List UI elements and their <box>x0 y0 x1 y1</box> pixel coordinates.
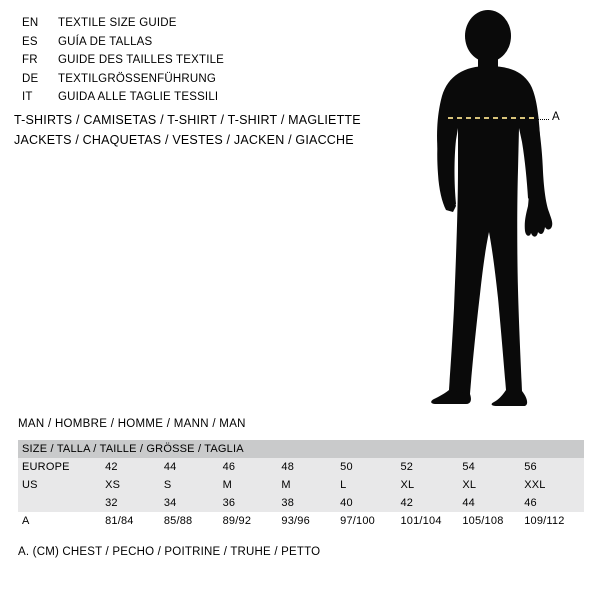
cell-europe-5: 50 <box>340 461 353 473</box>
language-code: ES <box>22 35 38 48</box>
language-text: TEXTILE SIZE GUIDE <box>58 17 177 29</box>
language-row <box>22 70 402 89</box>
language-row <box>22 14 402 33</box>
language-list <box>22 14 402 107</box>
cell-a-6: 101/104 <box>400 515 442 527</box>
cell-a-5: 97/100 <box>340 515 375 527</box>
cell-num-3: 36 <box>222 497 236 509</box>
cell-us-5: L <box>340 479 347 491</box>
table-row <box>18 458 584 476</box>
cell-a-4: 93/96 <box>281 515 310 527</box>
cell-us-3: M <box>222 479 232 491</box>
table-row <box>18 512 584 530</box>
cell-europe-1: 42 <box>105 461 118 473</box>
language-text: GUÍA DE TALLAS <box>58 35 153 48</box>
language-text: GUIDA ALLE TAGLIE TESSILI <box>58 91 219 103</box>
table-row <box>18 476 584 494</box>
cell-us-8: XXL <box>524 479 546 491</box>
language-text: TEXTILGRÖSSENFÜHRUNG <box>58 72 216 85</box>
cell-num-4: 38 <box>281 497 295 509</box>
language-code: DE <box>22 72 39 85</box>
cell-europe-3: 46 <box>222 461 236 473</box>
category-list <box>14 110 414 150</box>
category-line-tshirts: T-SHIRTS / CAMISETAS / T-SHIRT / T-SHIRT / MAGLIETTE <box>14 113 361 127</box>
leader-line <box>536 119 549 120</box>
table-group-title: MAN / HOMBRE / HOMME / MANN / MAN <box>18 418 246 430</box>
cell-europe-2: 44 <box>163 461 177 473</box>
language-text: GUIDE DES TAILLES TEXTILE <box>58 54 225 66</box>
row-label-numeric <box>18 494 103 512</box>
cell-europe-7: 54 <box>462 461 475 473</box>
cell-num-8: 46 <box>524 497 537 509</box>
cell-us-7: XL <box>462 479 477 491</box>
cell-us-6: XL <box>400 479 415 491</box>
cell-europe-4: 48 <box>281 461 295 473</box>
cell-a-2: 85/88 <box>163 515 193 527</box>
cell-a-3: 89/92 <box>222 515 252 527</box>
cell-num-7: 44 <box>462 497 475 509</box>
size-table <box>18 440 584 530</box>
row-label-us: US <box>22 479 38 491</box>
cell-europe-6: 52 <box>400 461 414 473</box>
row-label-europe: EUROPE <box>22 461 70 473</box>
cell-num-2: 34 <box>163 497 177 509</box>
cell-a-1: 81/84 <box>105 515 134 527</box>
language-code: IT <box>22 91 33 103</box>
measure-letter-a: A <box>552 111 561 123</box>
language-code: FR <box>22 54 38 66</box>
footnote-chest: A. (CM) CHEST / PECHO / POITRINE / TRUHE / PETTO <box>18 546 321 558</box>
mannequin-figure <box>400 8 600 408</box>
cell-num-6: 42 <box>400 497 414 509</box>
cell-us-1: XS <box>105 479 121 491</box>
cell-num-1: 32 <box>105 497 118 509</box>
table-header-row <box>18 440 584 458</box>
language-code: EN <box>22 17 39 29</box>
language-row <box>22 88 402 107</box>
row-label-a: A <box>22 515 30 527</box>
table-row <box>18 494 584 512</box>
cell-europe-8: 56 <box>524 461 537 473</box>
cell-a-8: 109/112 <box>524 515 565 527</box>
cell-num-5: 40 <box>340 497 353 509</box>
cell-us-4: M <box>281 479 291 491</box>
cell-us-2: S <box>163 479 172 491</box>
language-row <box>22 51 402 70</box>
table-header-label: SIZE / TALLA / TAILLE / GRÖSSE / TAGLIA <box>22 443 244 455</box>
category-line-jackets: JACKETS / CHAQUETAS / VESTES / JACKEN / GIACCHE <box>14 133 354 147</box>
male-silhouette-icon <box>400 8 600 408</box>
cell-a-7: 105/108 <box>462 515 504 527</box>
language-row <box>22 33 402 52</box>
